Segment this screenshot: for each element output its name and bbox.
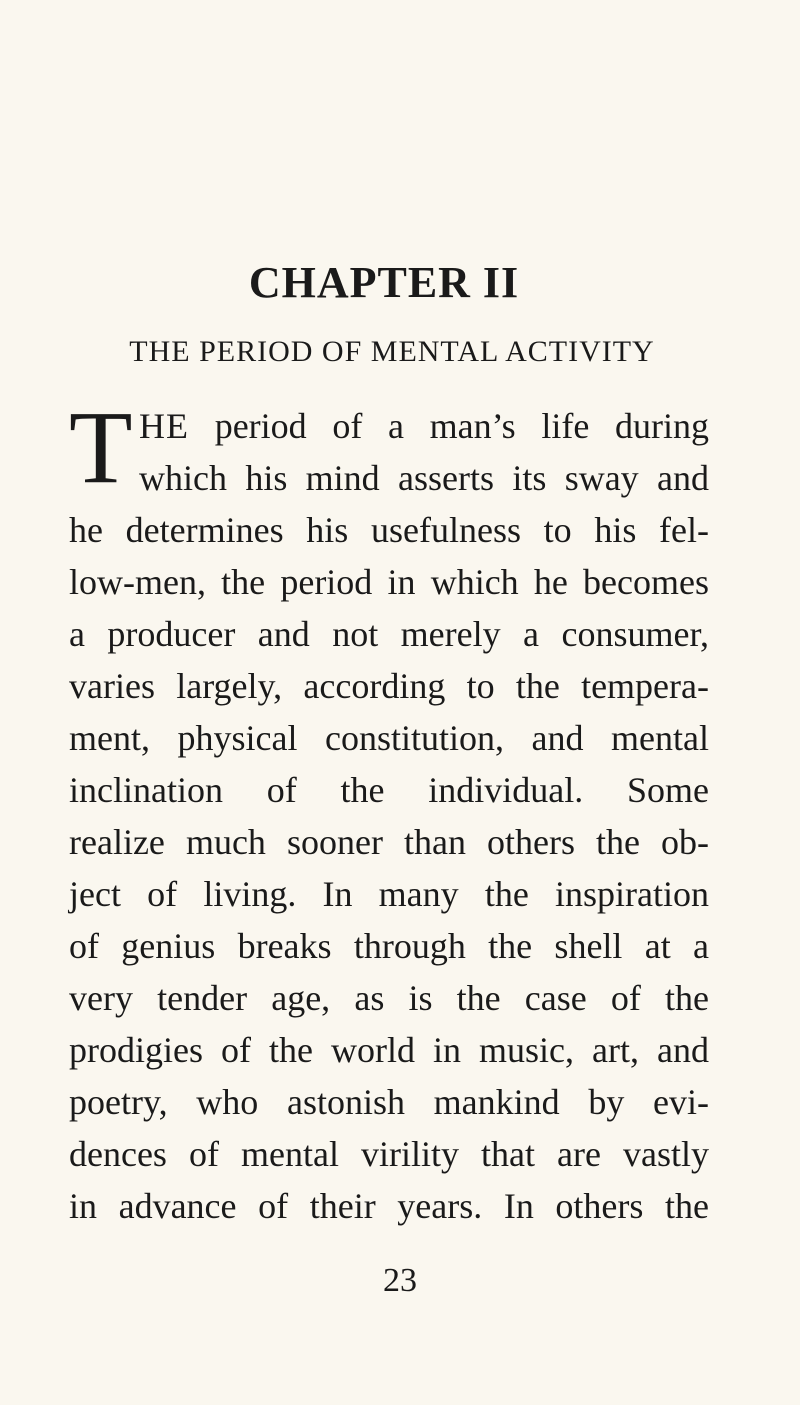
- text-line: realize much sooner than others the ob-: [69, 822, 709, 862]
- text-line: of genius breaks through the shell at a: [69, 926, 709, 966]
- text-line: ment, physical constitution, and mental: [69, 718, 709, 758]
- text-line: dences of mental virility that are vastly: [69, 1134, 709, 1174]
- text-line: low-men, the period in which he becomes: [69, 562, 709, 602]
- text-line: varies largely, according to the tempera-: [69, 666, 709, 706]
- text-line: a producer and not merely a consumer,: [69, 614, 709, 654]
- text-line: poetry, who astonish mankind by evi-: [69, 1082, 709, 1122]
- chapter-title: CHAPTER II: [248, 258, 520, 307]
- text-line: in advance of their years. In others the: [69, 1186, 709, 1226]
- text-line: HE period of a man’s life during: [139, 406, 710, 446]
- body-text: [69, 390, 710, 1232]
- text-line: he determines his usefulness to his fel-: [69, 510, 709, 550]
- page-number: 23: [383, 1262, 417, 1299]
- text-line: inclination of the individual. Some: [69, 770, 709, 810]
- text-line: which his mind asserts its sway and: [139, 458, 709, 498]
- first-word-rest: HE: [139, 406, 189, 446]
- section-title: THE PERIOD OF MENTAL ACTIVITY: [129, 335, 655, 368]
- drop-cap: T: [69, 390, 133, 505]
- text-line: prodigies of the world in music, art, and: [69, 1030, 709, 1070]
- text-line: ject of living. In many the inspiration: [69, 874, 709, 914]
- text-line: very tender age, as is the case of the: [69, 978, 709, 1018]
